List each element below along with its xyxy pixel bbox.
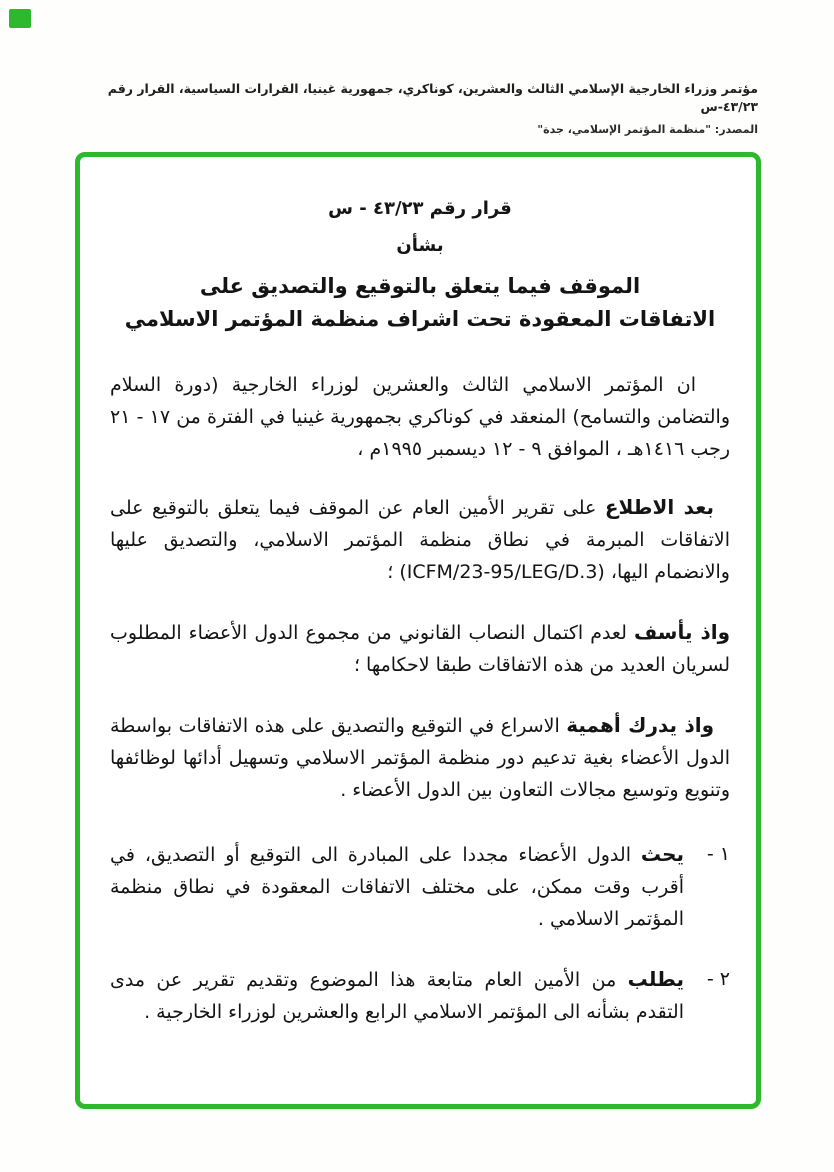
clause-aware-of-importance <box>110 709 730 806</box>
clause-lead: واذ يأسف <box>633 620 730 644</box>
item-text-block <box>110 838 684 935</box>
item-number: ٢ - <box>706 968 730 990</box>
resolution-number: قرار رقم ٤٣/٢٣ - س <box>328 198 512 219</box>
scan-corner-artifact <box>9 9 31 28</box>
operative-item-2 <box>110 963 730 1028</box>
operative-item-1 <box>110 838 730 935</box>
item-lead: يطلب <box>627 967 684 991</box>
header-source: المصدر: "منظمة المؤتمر الإسلامي، جدة" <box>537 123 758 136</box>
item-text-block <box>110 963 684 1028</box>
clause-text: لعدم اكتمال النصاب القانوني من مجموع الدول الأعضاء المطلوب لسريان العديد من هذه الاتفاقات طبقا لاحكامها ؛ <box>110 622 730 676</box>
clause-text: على تقرير الأمين العام عن الموقف فيما يتعلق بالتوقيع على الاتفاقات المبرمة في نطاق منظمة المؤتمر الاسلامي، والتصديق عليها والانضمام اليها، (ICFM/23-95/LEG/D.3) ؛ <box>110 497 730 583</box>
clause-regretting <box>110 616 730 681</box>
document-body <box>80 157 756 1028</box>
clause-lead: بعد الاطلاع <box>604 495 714 519</box>
item-number: ١ - <box>706 843 730 865</box>
resolution-subject-line-1: الموقف فيما يتعلق بالتوقيع والتصديق على <box>199 274 641 298</box>
item-text: من الأمين العام متابعة هذا الموضوع وتقديم تقرير عن مدى التقدم بشأنه الى المؤتمر الاسلامي الرابع والعشرين لوزراء الخارجية . <box>110 969 684 1023</box>
item-text: الدول الأعضاء مجددا على المبادرة الى التوقيع أو التصديق، في أقرب وقت ممكن، على مختلف الاتفاقات المعقودة في نطاق منظمة المؤتمر الاسلامي . <box>110 844 684 930</box>
clause-text: الاسراع في التوقيع والتصديق على هذه الاتفاقات بواسطة الدول الأعضاء بغية تدعيم دور منظمة المؤتمر الاسلامي وتسهيل أدائها لوظائفها وتنويع وتوسيع مجالات التعاون بين الدول الأعضاء . <box>110 715 730 801</box>
item-lead: يحث <box>640 842 685 866</box>
resolution-subject-line-2: الاتفاقات المعقودة تحت اشراف منظمة المؤتمر الاسلامي <box>124 307 716 331</box>
document-header <box>76 80 758 136</box>
resolution-regarding: بشأن <box>396 235 444 256</box>
preamble-paragraph: ان المؤتمر الاسلامي الثالث والعشرين لوزراء الخارجية (دورة السلام والتضامن والتسامح) المنعقد في كوناكري بجمهورية غينيا في الفترة من ١٧ - ٢١ رجب ١٤١٦هـ ، الموافق ٩ - ١٢ ديسمبر ١٩٩٥م ، <box>110 374 730 460</box>
clause-having-considered <box>110 491 730 588</box>
clause-lead: واذ يدرك أهمية <box>566 713 715 737</box>
header-citation: مؤتمر وزراء الخارجية الإسلامي الثالث والعشرين، كوناكري، جمهورية غينيا، القرارات السياسية، القرار رقم ٤٣/٢٣-س <box>107 81 758 114</box>
document-frame <box>75 152 761 1109</box>
